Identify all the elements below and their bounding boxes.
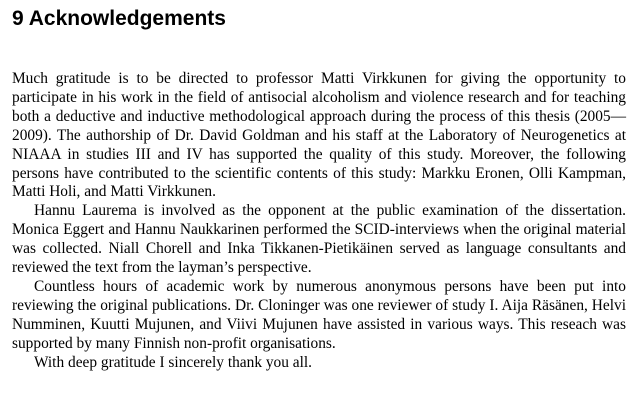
paragraph-3: Countless hours of academic work by numerous anonymous persons have been put into reviewing the original publications. Dr. Cloninger was one reviewer of study I. Aija Räsänen, Helvi Numminen, Kuutti Mujunen, and Viivi Mujunen have assisted in various ways. This reseach was supported by many Finnish non-profit organisations. xyxy=(12,277,626,352)
paragraph-1: Much gratitude is to be directed to professor Matti Virkkunen for giving the opportunity to participate in his work in the field of antisocial alcoholism and violence research and for teaching both a deductive and inductive methodological approach during the process of this thesis (2005—2009). The authorship of Dr. David Goldman and his staff at the Laboratory of Neurogenetics at NIAAA in studies III and IV has supported the quality of this study. Moreover, the following persons have contributed to the scientific contents of this study: Markku Eronen, Olli Kampman, Matti Holi, and Matti Virkkunen. xyxy=(12,70,626,201)
paragraph-4: With deep gratitude I sincerely thank you all. xyxy=(34,353,313,371)
paragraph-2: Hannu Laurema is involved as the opponent at the public examination of the dissertation. Monica Eggert and Hannu Naukkarinen performed the SCID-interviews when the original material was collected. Niall Chorell and Inka Tikkanen-Pietikäinen served as language consultants and reviewed the text from the layman’s perspective. xyxy=(12,202,626,277)
section-number: 9 xyxy=(12,7,24,30)
section-heading xyxy=(12,6,628,32)
acknowledgements-body xyxy=(12,70,626,373)
section-title: Acknowledgements xyxy=(28,7,226,30)
